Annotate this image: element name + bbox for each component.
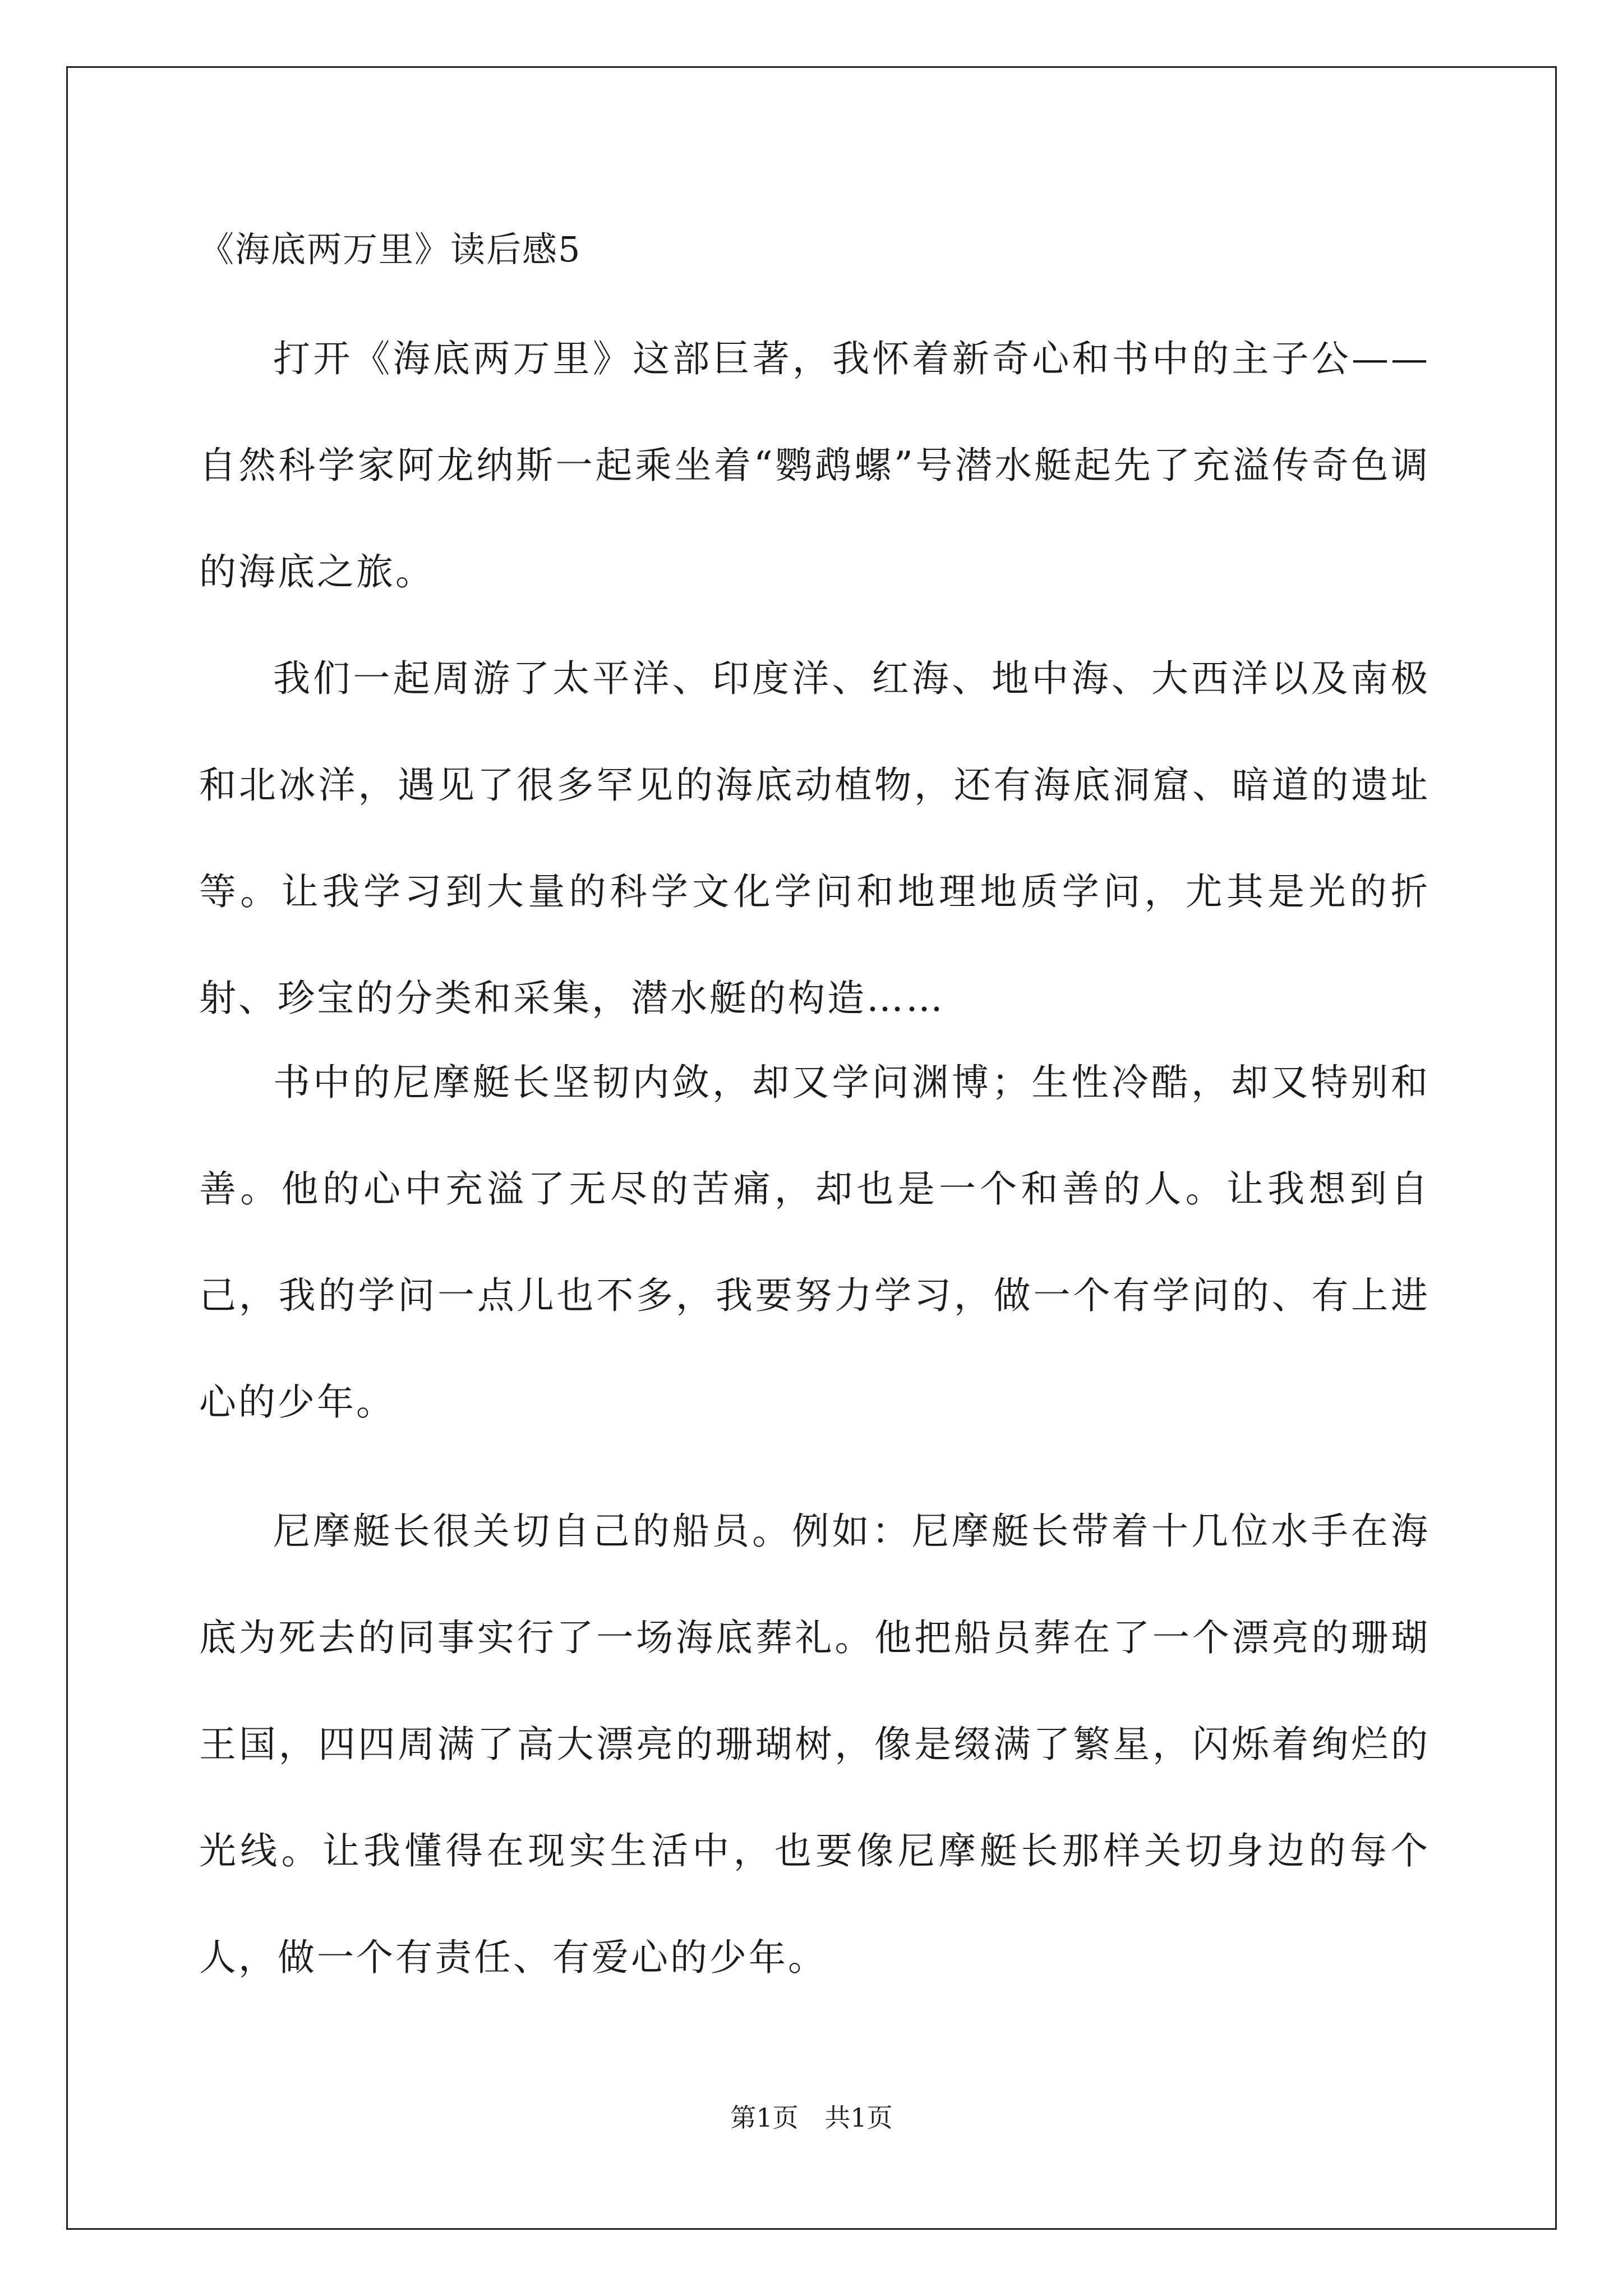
page-number-current: 第1页 — [730, 2102, 799, 2133]
page-number-total: 共1页 — [824, 2102, 893, 2133]
paragraph-4: 尼摩艇长很关切自己的船员。例如：尼摩艇长带着十几位水手在海底为死去的同事实行了一场海底葬礼。他把船员葬在了一个漂亮的珊瑚王国，四四周满了高大漂亮的珊瑚树，像是缀满了繁星，闪烁着绚烂的光线。让我懂得在现实生活中，也要像尼摩艇长那样关切身边的每个人，做一个有责任、有爱心的少年。 — [199, 1510, 1430, 1979]
page-footer — [0, 2101, 1623, 2134]
paragraph-2: 我们一起周游了太平洋、印度洋、红海、地中海、大西洋以及南极和北冰洋，遇见了很多罕见的海底动植物，还有海底洞窟、暗道的遗址等。让我学习到大量的科学文化学问和地理地质学问，尤其是光的折射、珍宝的分类和采集，潜水艇的构造…… — [199, 657, 1430, 1020]
paragraph-1: 打开《海底两万里》这部巨著，我怀着新奇心和书中的主子公——自然科学家阿龙纳斯一起乘坐着“鹦鹉螺”号潜水艇起先了充溢传奇色调的海底之旅。 — [199, 337, 1430, 593]
document-title: 《海底两万里》读后感5 — [199, 229, 582, 270]
paragraph-3: 书中的尼摩艇长坚韧内敛，却又学问渊博；生性冷酷，却又特别和善。他的心中充溢了无尽的苦痛，却也是一个和善的人。让我想到自己，我的学问一点儿也不多，我要努力学习，做一个有学问的、有上进心的少年。 — [199, 1061, 1430, 1424]
